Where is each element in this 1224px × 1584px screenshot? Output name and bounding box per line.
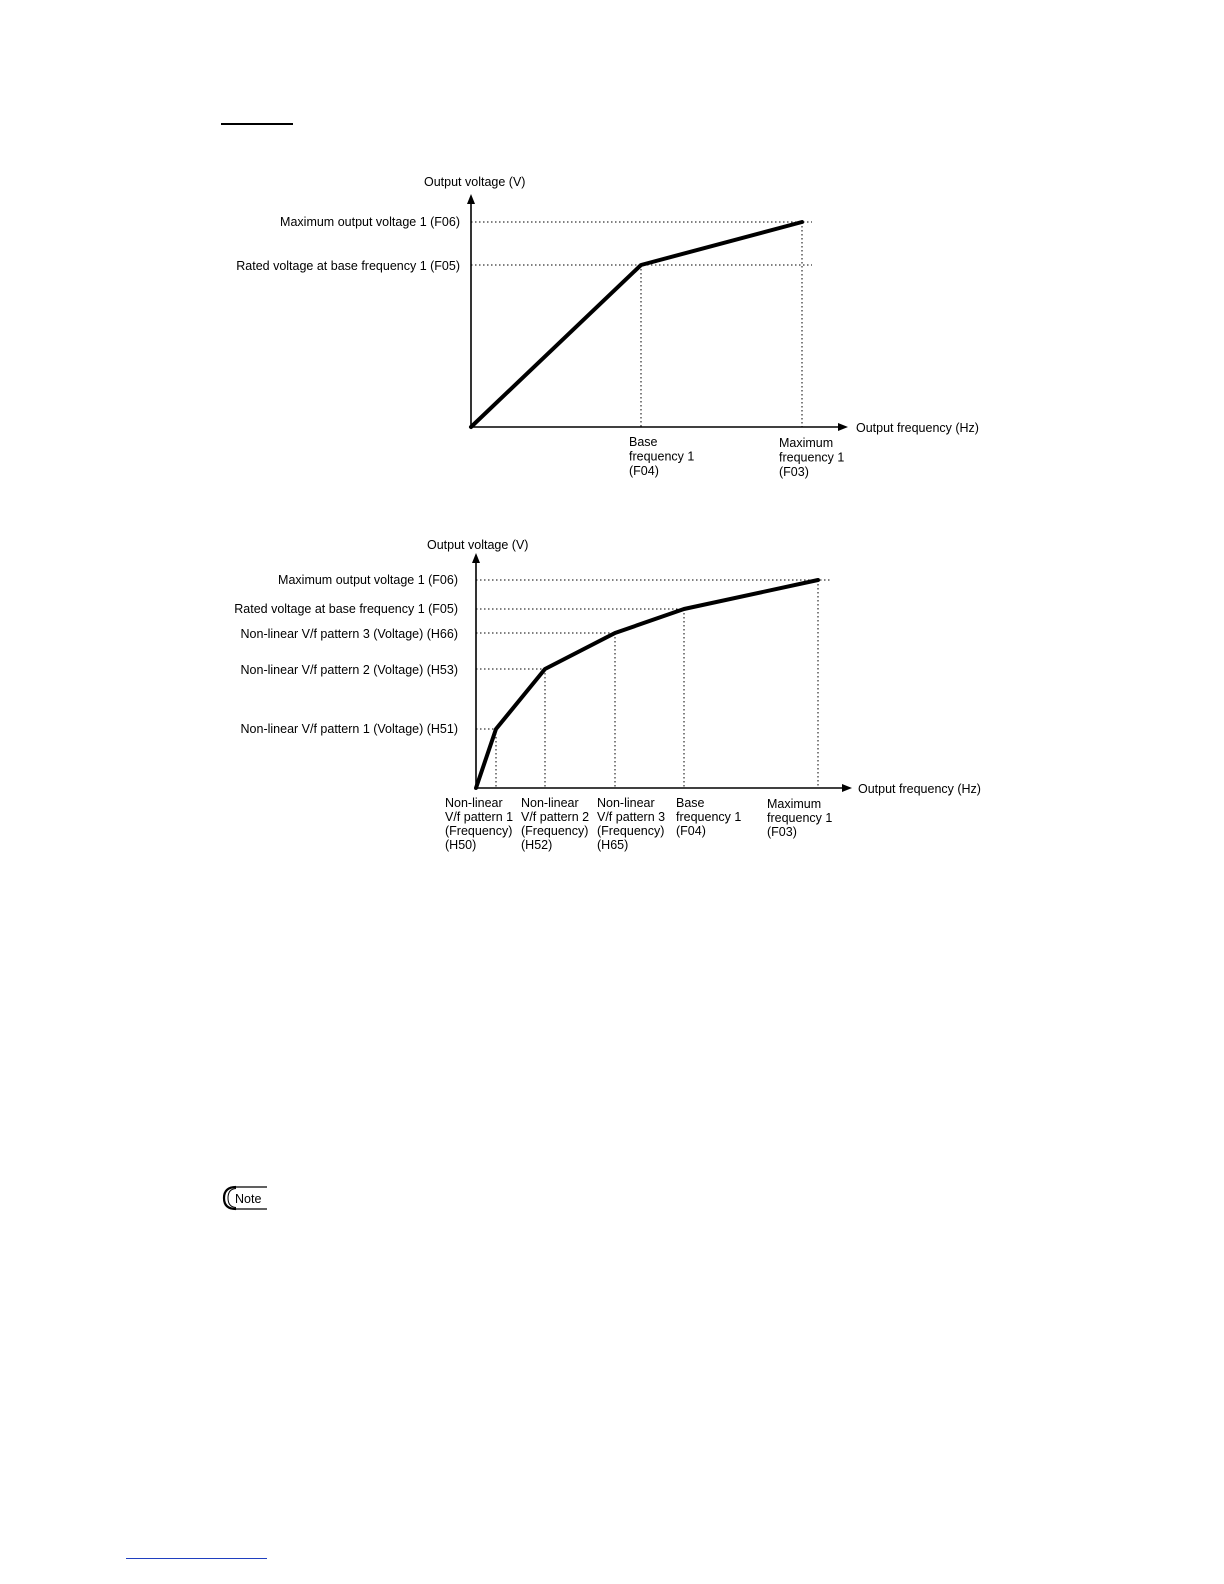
label-rated-voltage: Rated voltage at base frequency 1 (F05) <box>234 602 458 616</box>
label-h65: Non-linear V/f pattern 3 (Frequency) (H65) <box>597 796 666 852</box>
x-axis-label: Output frequency (Hz) <box>858 782 981 796</box>
label-h53: Non-linear V/f pattern 2 (Voltage) (H53) <box>240 663 458 677</box>
label-h50: Non-linear V/f pattern 1 (Frequency) (H50) <box>445 796 514 852</box>
y-axis-label: Output voltage (V) <box>424 175 526 189</box>
vf-pattern-nonlinear-diagram <box>0 530 1224 870</box>
label-max-output-voltage: Maximum output voltage 1 (F06) <box>278 573 458 587</box>
vf-curve-linear <box>471 222 802 427</box>
label-rated-voltage: Rated voltage at base frequency 1 (F05) <box>236 259 460 273</box>
note-label: Note <box>235 1192 262 1206</box>
footer-link-rule <box>126 1558 267 1559</box>
label-base-frequency: Base frequency 1 (F04) <box>676 796 742 838</box>
y-axis-arrow <box>467 194 475 204</box>
label-max-frequency: Maximum frequency 1 (F03) <box>767 797 833 839</box>
section-heading-rule <box>221 123 293 125</box>
vf-curve-nonlinear <box>476 580 818 788</box>
x-axis-arrow <box>842 784 852 792</box>
x-axis-label: Output frequency (Hz) <box>856 421 979 435</box>
label-max-frequency: Maximum frequency 1 (F03) <box>779 436 845 479</box>
y-axis-arrow <box>472 553 480 563</box>
note-icon <box>222 1185 268 1211</box>
label-h51: Non-linear V/f pattern 1 (Voltage) (H51) <box>240 722 458 736</box>
label-h52: Non-linear V/f pattern 2 (Frequency) (H52) <box>521 796 590 852</box>
label-h66: Non-linear V/f pattern 3 (Voltage) (H66) <box>240 627 458 641</box>
label-base-frequency: Base frequency 1 (F04) <box>629 435 695 478</box>
label-max-output-voltage: Maximum output voltage 1 (F06) <box>280 215 460 229</box>
y-axis-label: Output voltage (V) <box>427 538 529 552</box>
x-axis-arrow <box>838 423 848 431</box>
